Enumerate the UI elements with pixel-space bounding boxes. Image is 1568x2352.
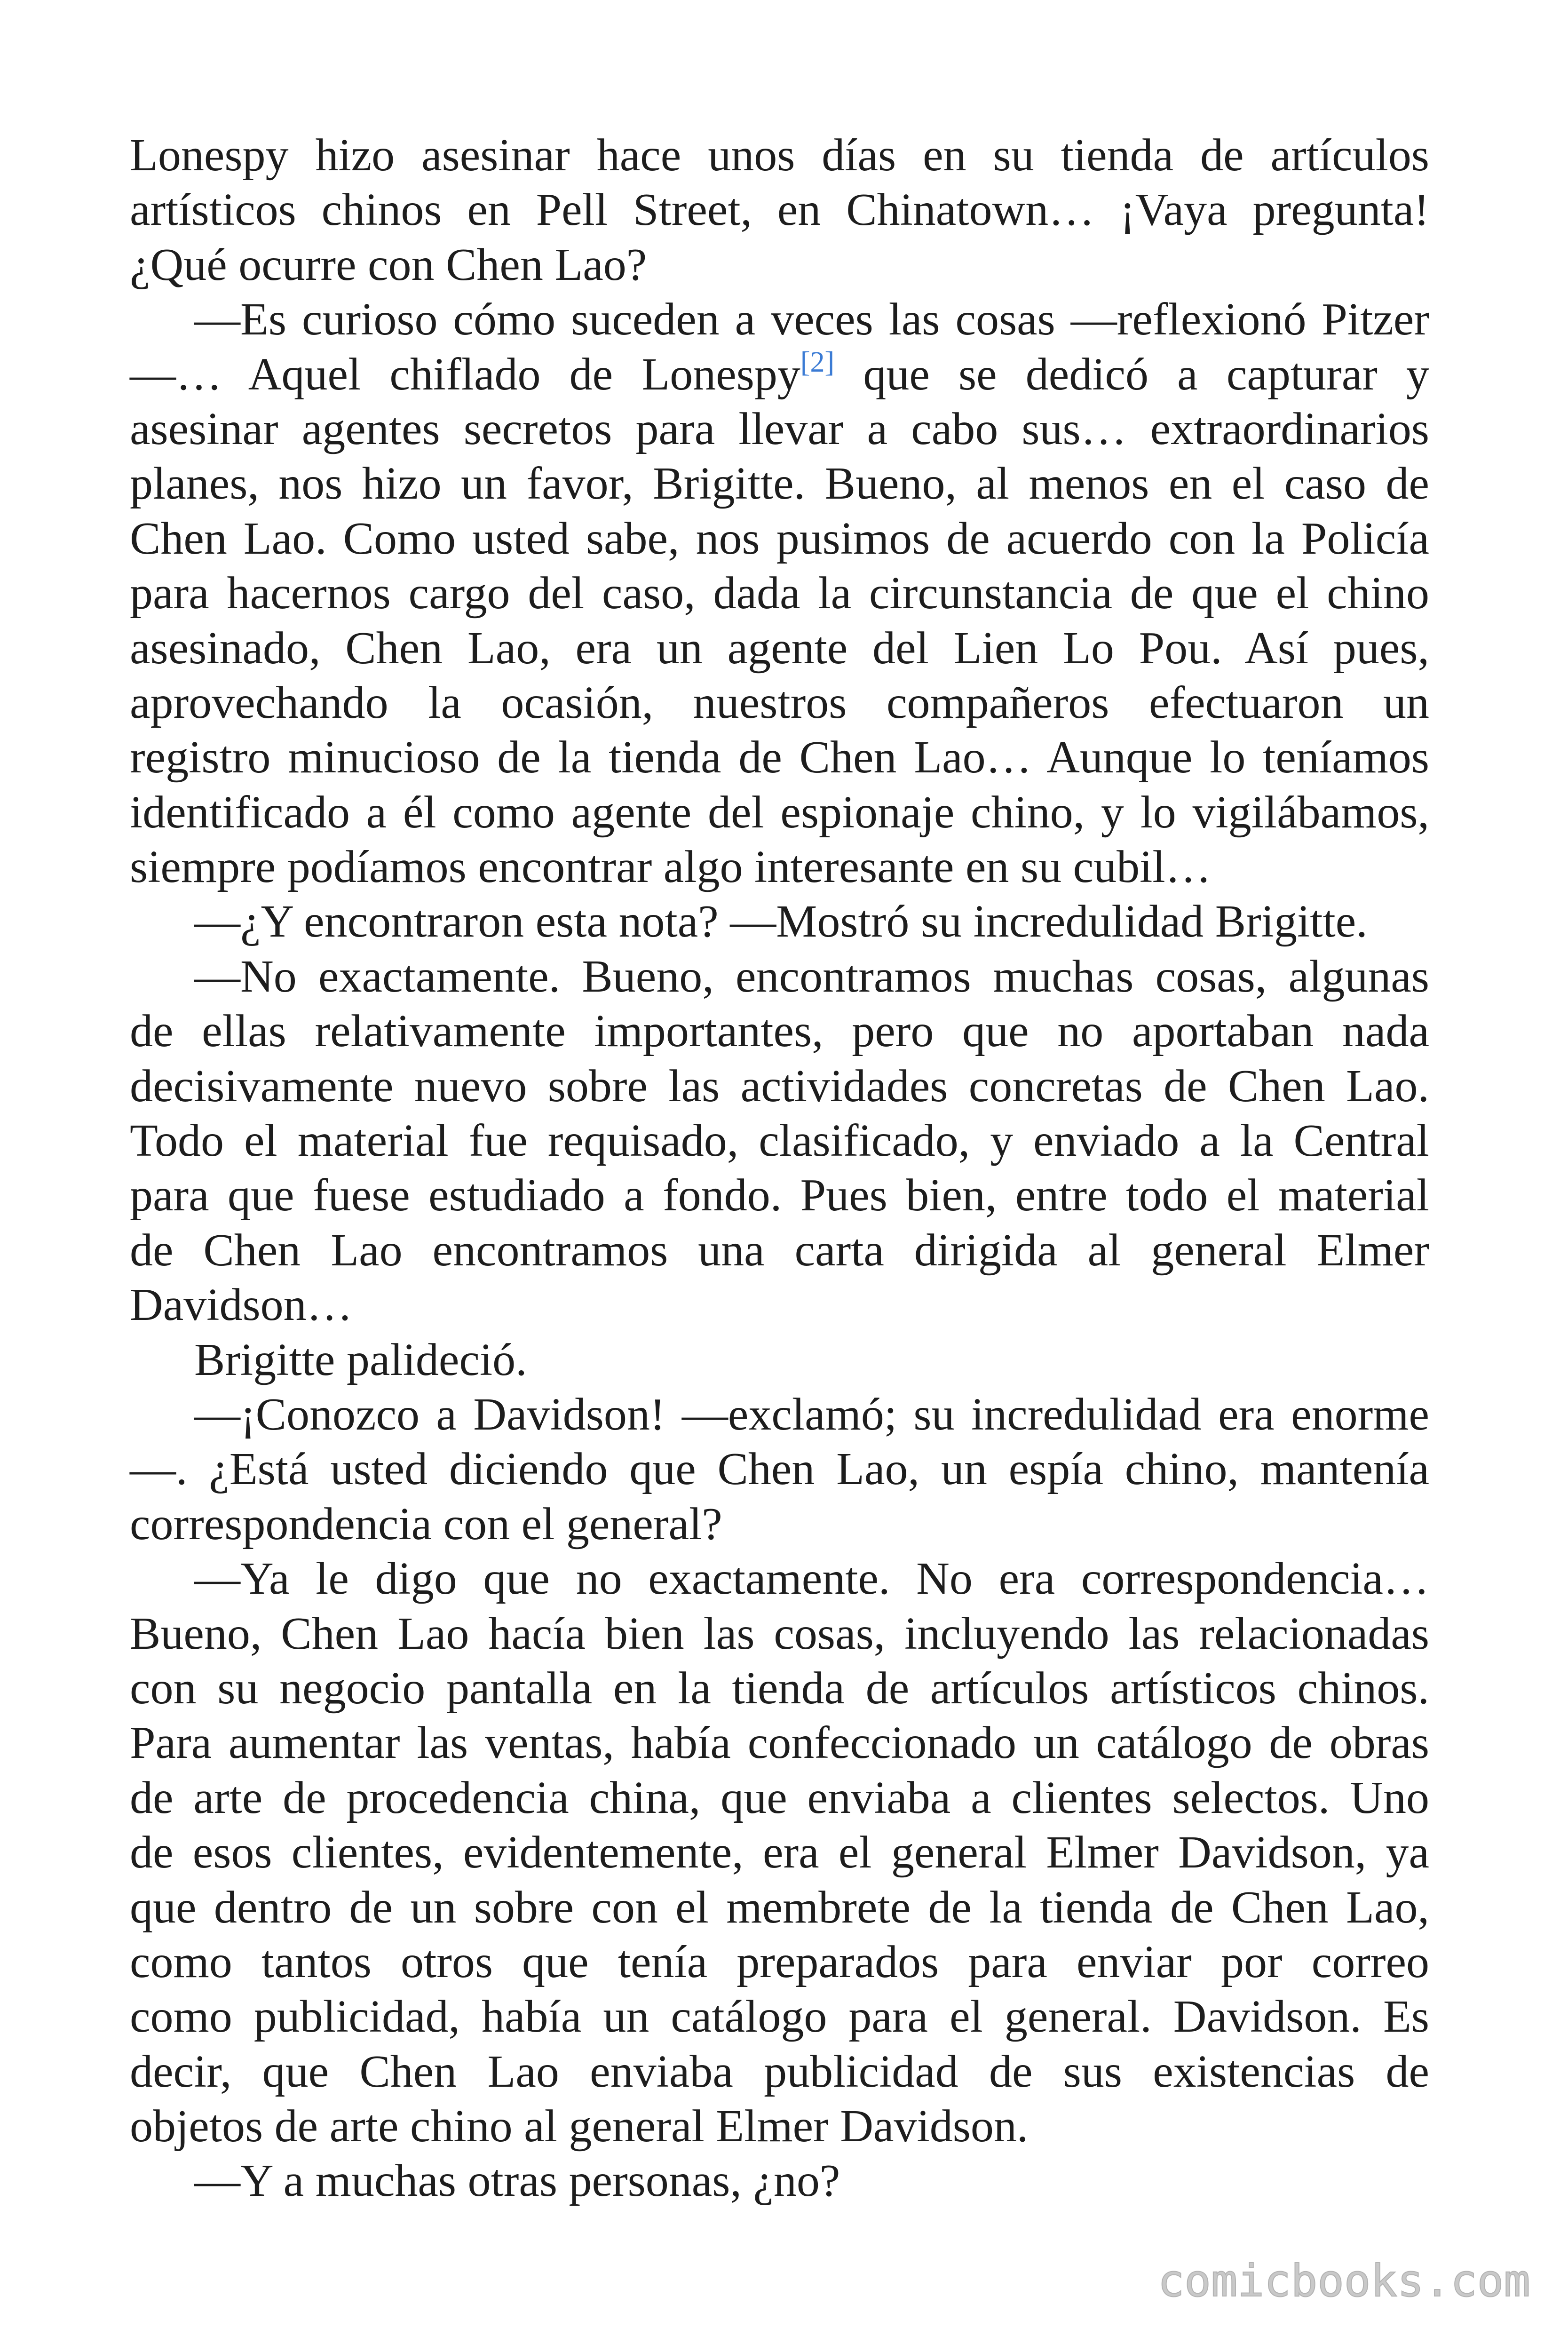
text-line: correspondencia con el general? <box>130 1498 722 1549</box>
paragraph <box>130 949 1429 1333</box>
paragraph <box>130 2153 1429 2208</box>
text-line: Bueno, Chen Lao hacía bien las cosas, incluyendo las relacionadas <box>130 1608 1429 1659</box>
text-line: ¿Qué ocurre con Chen Lao? <box>130 239 647 290</box>
text-line: —. ¿Está usted diciendo que Chen Lao, un espía chino, mantenía <box>130 1444 1429 1495</box>
watermark: comicbooks.com <box>1157 2256 1530 2307</box>
paragraph <box>130 1333 1429 1387</box>
text-segment: —… Aquel chiflado de Lonespy <box>130 349 800 400</box>
text-line: —¡Conozco a Davidson! —exclamó; su incredulidad era enorme <box>194 1389 1429 1440</box>
text-line: como tantos otros que tenía preparados para enviar por correo <box>130 1936 1429 1987</box>
text-line: aprovechando la ocasión, nuestros compañeros efectuaron un <box>130 677 1429 728</box>
text-line: asesinado, Chen Lao, era un agente del Lien Lo Pou. Así pues, <box>130 622 1429 674</box>
text-line: asesinar agentes secretos para llevar a cabo sus… extraordinarios <box>130 403 1429 454</box>
text-line: artísticos chinos en Pell Street, en Chinatown… ¡Vaya pregunta! <box>130 184 1429 236</box>
text-line: Davidson… <box>130 1279 353 1331</box>
text-line: de esos clientes, evidentemente, era el general Elmer Davidson, ya <box>130 1827 1429 1878</box>
text-line: con su negocio pantalla en la tienda de artículos artísticos chinos. <box>130 1662 1429 1714</box>
text-line: —Y a muchas otras personas, ¿no? <box>194 2155 840 2207</box>
paragraph <box>130 292 1429 894</box>
text-line: registro minucioso de la tienda de Chen Lao… Aunque lo teníamos <box>130 732 1429 783</box>
text-line: decir, que Chen Lao enviaba publicidad de sus existencias de <box>130 2046 1429 2097</box>
text-line: de Chen Lao encontramos una carta dirigida al general Elmer <box>130 1224 1429 1276</box>
text-line: decisivamente nuevo sobre las actividades concretas de Chen Lao. <box>130 1060 1429 1112</box>
text-line: Chen Lao. Como usted sabe, nos pusimos de acuerdo con la Policía <box>130 513 1429 564</box>
text-line: para hacernos cargo del caso, dada la circunstancia de que el chino <box>130 568 1429 619</box>
text-line: Para aumentar las ventas, había confeccionado un catálogo de obras <box>130 1717 1429 1769</box>
text-line: para que fuese estudiado a fondo. Pues bien, entre todo el material <box>130 1170 1429 1221</box>
text-line: que dentro de un sobre con el membrete de la tienda de Chen Lao, <box>130 1882 1429 1933</box>
text-line: de ellas relativamente importantes, pero que no aportaban nada <box>130 1006 1429 1057</box>
paragraph <box>130 1551 1429 2153</box>
text-line: Todo el material fue requisado, clasificado, y enviado a la Central <box>130 1115 1429 1167</box>
text-line: —No exactamente. Bueno, encontramos muchas cosas, algunas <box>194 951 1429 1002</box>
text-line: objetos de arte chino al general Elmer Davidson. <box>130 2101 1029 2152</box>
text-line: —¿Y encontraron esta nota? —Mostró su incredulidad Brigitte. <box>194 896 1368 947</box>
text-line: como publicidad, había un catálogo para el general. Davidson. Es <box>130 1991 1429 2042</box>
text-line <box>130 347 1429 402</box>
paragraph <box>130 894 1429 949</box>
paragraph <box>130 1387 1429 1551</box>
footnote-ref-link[interactable]: [2] <box>800 346 835 378</box>
paragraph <box>130 128 1429 292</box>
text-line: —Es curioso cómo suceden a veces las cosas —reflexionó Pitzer <box>194 294 1429 345</box>
text-body <box>130 128 1429 2209</box>
text-line: —Ya le digo que no exactamente. No era correspondencia… <box>194 1553 1429 1605</box>
text-line: de arte de procedencia china, que enviaba a clientes selectos. Uno <box>130 1772 1429 1823</box>
text-segment: que se dedicó a capturar y <box>863 349 1429 400</box>
text-line: Lonespy hizo asesinar hace unos días en su tienda de artículos <box>130 130 1429 181</box>
text-line: Brigitte palideció. <box>194 1334 527 1385</box>
text-line: planes, nos hizo un favor, Brigitte. Bueno, al menos en el caso de <box>130 458 1429 509</box>
text-line: identificado a él como agente del espionaje chino, y lo vigilábamos, <box>130 787 1429 838</box>
text-line: siempre podíamos encontrar algo interesante en su cubil… <box>130 842 1212 893</box>
